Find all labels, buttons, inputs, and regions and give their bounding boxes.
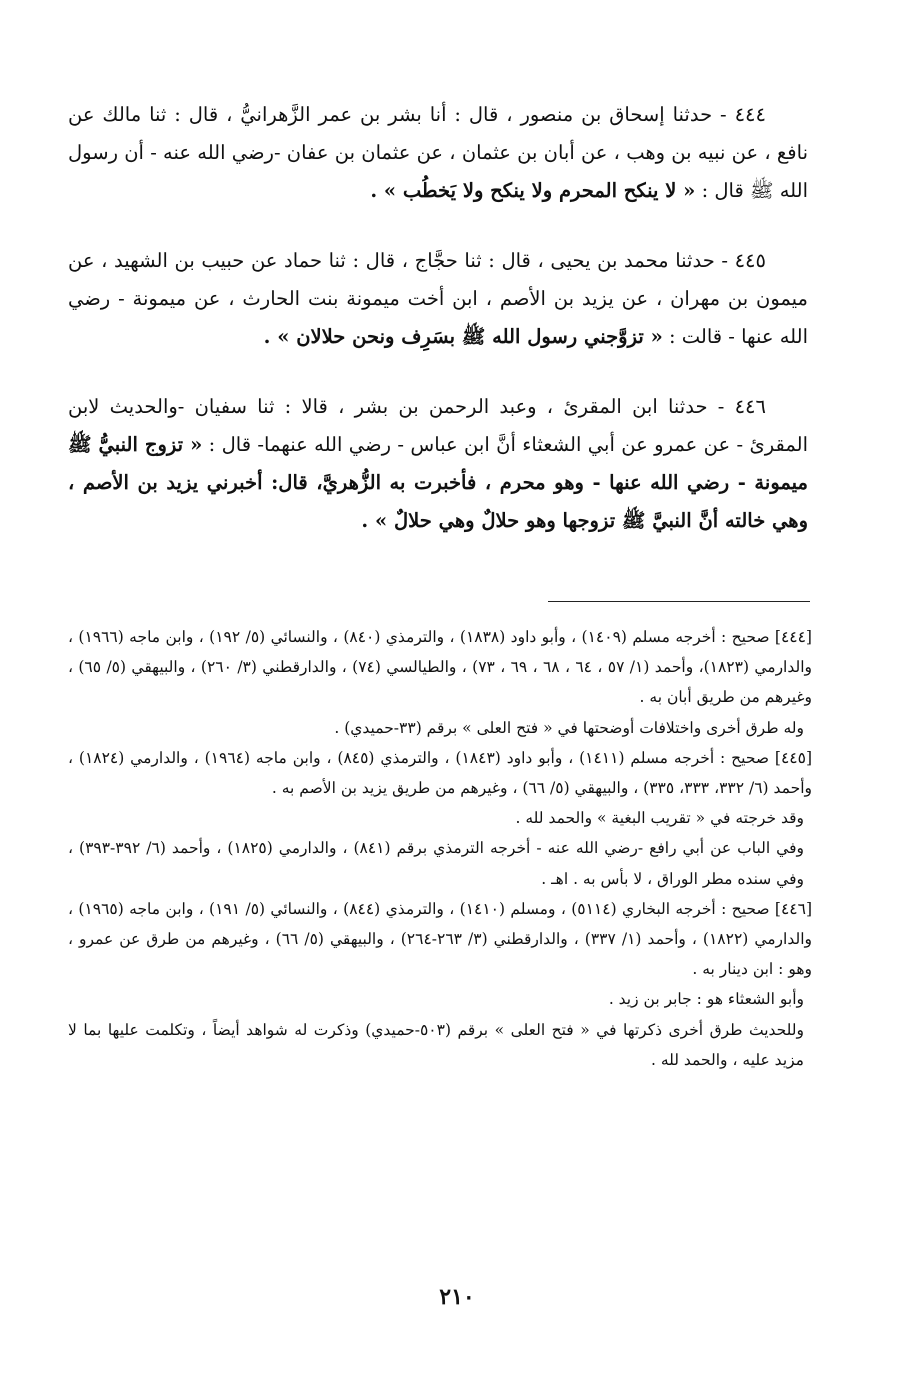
footnote-446-note: وأبو الشعثاء هو : جابر بن زيد .: [608, 990, 804, 1009]
hadith-444: [68, 96, 808, 210]
footnote-445-bab: وفي الباب عن أبي رافع -رضي الله عنه - أخرجه الترمذي برقم (٨٤١) ، والدارمي (١٨٢٥) ، وأحمد (٦/ ٣٩٢-٣٩٣) ، وفي سنده مطر الوراق ، لا بأس به . اهـ .: [68, 839, 804, 888]
hadith-paragraph: [68, 388, 808, 540]
hadith-quote: « تزوج النبيُّ ﷺ ميمونة - رضي الله عنها - وهو محرم ، فأخبرت به الزُّهريَّ، قال: أخبرني يزيد بن الأصم ، وهي خالته أنَّ النبيَّ ﷺ تزوجها وهو حلالٌ وهي حلالٌ » .: [68, 433, 808, 532]
footnote-444: [٤٤٤] صحيح : أخرجه مسلم (١٤٠٩) ، وأبو داود (١٨٣٨) ، والترمذي (٨٤٠) ، والنسائي (٥/ ١٩٢) ، وابن ماجه (١٩٦٦) ، والدارمي (١٨٢٣)، وأحمد (١/ ٥٧ ، ٦٤ ، ٦٨ ، ٦٩ ، ٧٣) ، والطيالسي (٧٤) ، والدارقطني (٣/ ٢٦٠) ، والبيهقي (٥/ ٦٥) ، وغيرهم من طريق أبان به .: [68, 628, 813, 707]
footnote-445-note: وقد خرجته في « تقريب البغية » والحمد لله .: [515, 809, 804, 828]
hadith-text: ٤٤٥ - حدثنا محمد بن يحيى ، قال : ثنا حجَّاج ، قال : ثنا حماد عن حبيب بن الشهيد ، عن ميمون بن مهران ، عن يزيد بن الأصم ، ابن أخت ميمونة بنت الحارث ، عن ميمونة - رضي الله عنها - قالت :: [68, 249, 808, 348]
hadith-445: [68, 242, 808, 356]
footnotes: [68, 622, 812, 1075]
hadith-paragraph: [68, 96, 808, 210]
page-number: ٢١٠: [439, 1284, 475, 1310]
hadith-text: ٤٤٦ - حدثنا ابن المقرئ ، وعبد الرحمن بن بشر ، قالا : ثنا سفيان -والحديث لابن المقرئ - عن عمرو عن أبي الشعثاء أنَّ ابن عباس - رضي الله عنهما- قال :: [68, 395, 808, 456]
hadith-text: ٤٤٤ - حدثنا إسحاق بن منصور ، قال : أنا بشر بن عمر الزَّهرانيُّ ، قال : ثنا مالك عن نافع ، عن نبيه بن وهب ، عن أبان بن عثمان ، عن عثمان بن عفان -رضي الله عنه - أن رسول الله ﷺ قال :: [68, 103, 808, 202]
footnote-446-extra: وللحديث طرق أخرى ذكرتها في « فتح العلى » برقم (٥٠٣-حميدي) وذكرت له شواهد أيضاً ، وتكلمت عليها بما لا مزيد عليه ، والحمد لله .: [68, 1020, 804, 1069]
hadith-paragraph: [68, 242, 808, 356]
hadith-quote: « تزوَّجني رسول الله ﷺ بسَرِف ونحن حلالان » .: [263, 325, 663, 348]
footnote-445: [٤٤٥] صحيح : أخرجه مسلم (١٤١١) ، وأبو داود (١٨٤٣) ، والترمذي (٨٤٥) ، وابن ماجه (١٩٦٤) ، والدارمي (١٨٢٤) ، وأحمد (٦/ ٣٣٢، ٣٣٣، ٣٣٥) ، والبيهقي (٥/ ٦٦) ، وغيرهم من طريق يزيد بن الأصم به .: [68, 748, 812, 798]
footnote-446: [٤٤٦] صحيح : أخرجه البخاري (٥١١٤) ، ومسلم (١٤١٠) ، والترمذي (٨٤٤) ، والنسائي (٥/ ١٩١) ، وابن ماجه (١٩٦٥) ، والدارمي (١٨٢٢) ، وأحمد (١/ ٣٣٧) ، والدارقطني (٣/ ٢٦٣-٢٦٤) ، والبيهقي (٥/ ٦٦) ، وغيرهم من طرق عن عمرو ، وهو : ابن دينار به .: [68, 899, 812, 979]
footnote-444-note: وله طرق أخرى واختلافات أوضحتها في « فتح العلى » برقم (٣٣-حميدي) .: [334, 718, 804, 737]
hadith-quote: « لا ينكح المحرم ولا ينكح ولا يَخطُب » .: [370, 179, 696, 202]
footnote-separator: [548, 601, 810, 602]
hadith-446: [68, 388, 808, 540]
